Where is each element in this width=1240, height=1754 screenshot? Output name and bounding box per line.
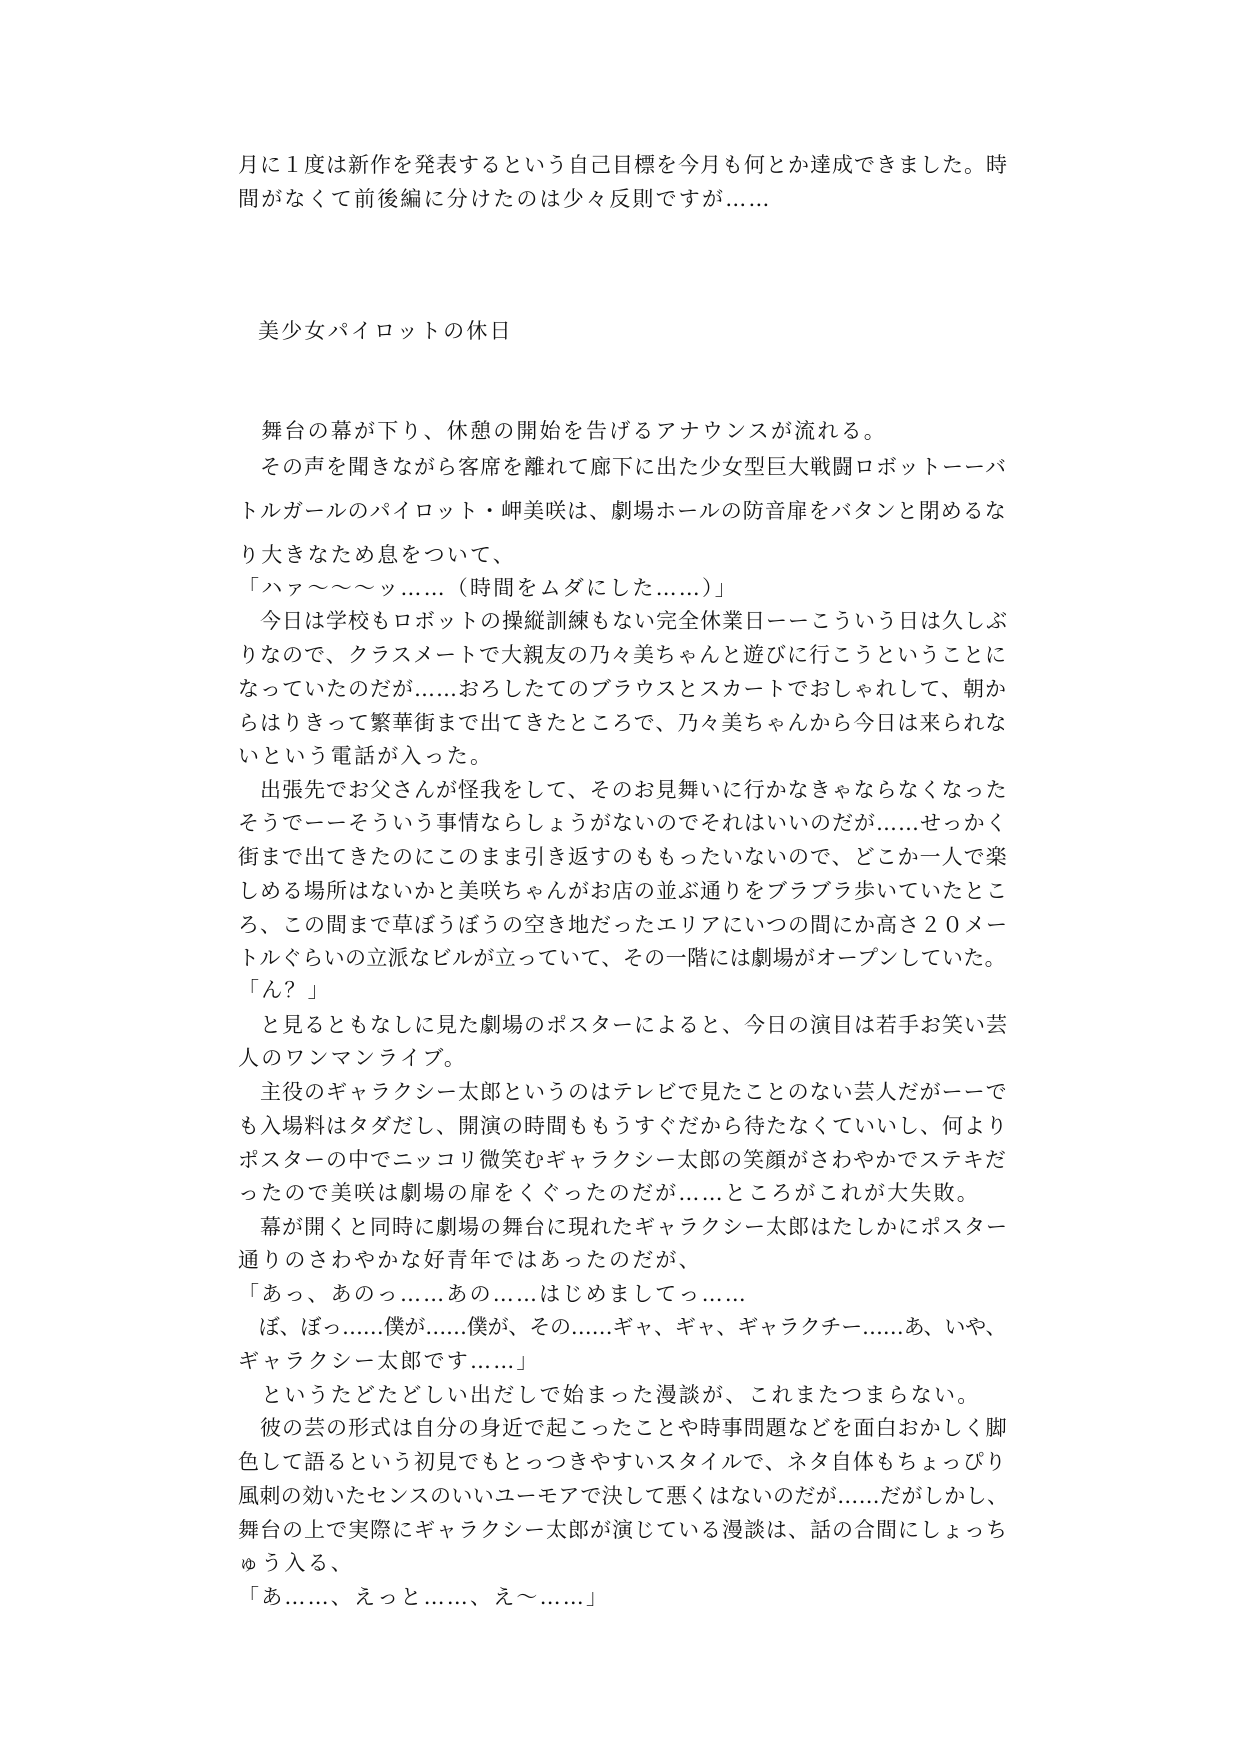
body-line: しめる場所はないかと美咲ちゃんがお店の並ぶ通りをブラブラ歩いていたとこ	[238, 879, 1008, 903]
body-line: も入場料はタダだし、開演の時間ももうすぐだから待たなくていいし、何より	[238, 1114, 1008, 1138]
body-line: 今日は学校もロボットの操縦訓練もない完全休業日ーーこういう日は久しぶ	[238, 609, 1008, 633]
body-line: トルガールのパイロット・岬美咲は、劇場ホールの防音扉をバタンと閉めるな	[238, 499, 1007, 523]
intro-line-1: 月に１度は新作を発表するという自己目標を今月も何とか達成できました。時	[238, 153, 1008, 177]
body-line: 「ん？」	[238, 978, 331, 1002]
body-line: トルぐらいの立派なビルが立っていて、その一階には劇場がオープンしていた。	[238, 946, 1007, 970]
body-line: ったので美咲は劇場の扉をくぐったのだが……ところがこれが大失敗。	[238, 1181, 980, 1205]
body-line: なっていたのだが……おろしたてのブラウスとスカートでおしゃれして、朝か	[238, 677, 1007, 701]
body-line: 色して語るという初見でもとっつきやすいスタイルで、ネタ自体もちょっぴり	[238, 1450, 1007, 1474]
body-line: というたどたどしい出だしで始まった漫談が、これまたつまらない。	[238, 1383, 981, 1407]
body-line: 出張先でお父さんが怪我をして、そのお見舞いに行かなきゃならなくなった	[238, 778, 1008, 802]
body-line: 彼の芸の形式は自分の身近で起こったことや時事問題などを面白おかしく脚	[238, 1416, 1008, 1440]
story-title: 美少女パイロットの休日	[258, 319, 513, 343]
body-line: その声を聞きながら客席を離れて廊下に出た少女型巨大戦闘ロボットーーバ	[238, 455, 1007, 479]
body-line: ポスターの中でニッコリ微笑むギャラクシー太郎の笑顔がさわやかでステキだ	[238, 1148, 1007, 1172]
body-line: と見るともなしに見た劇場のポスターによると、今日の演目は若手お笑い芸	[238, 1013, 1008, 1037]
body-line: いという電話が入った。	[238, 744, 494, 768]
body-line: ギャラクシー太郎です……」	[238, 1349, 540, 1373]
body-line: ゅう入る、	[238, 1551, 354, 1575]
body-line: 「あ……、えっと……、え〜……」	[238, 1585, 610, 1609]
body-line: 主役のギャラクシー太郎というのはテレビで見たことのない芸人だがーーで	[238, 1080, 1008, 1104]
body-line: 通りのさわやかな好青年ではあったのだが、	[238, 1248, 702, 1272]
body-line: 人のワンマンライブ。	[238, 1046, 468, 1070]
body-line: ぼ、ぼっ……僕が……僕が、その……ギャ、ギャ、ギャラクチー……あ、いや、	[238, 1315, 1007, 1339]
body-line: 舞台の幕が下り、休憩の開始を告げるアナウンスが流れる。	[238, 419, 887, 443]
body-line: らはりきって繁華街まで出てきたところで、乃々美ちゃんから今日は来られな	[238, 711, 1008, 735]
body-line: りなので、クラスメートで大親友の乃々美ちゃんと遊びに行こうということに	[238, 643, 1007, 667]
body-line: り大きなため息をついて、	[238, 543, 516, 567]
intro-line-2: 間がなくて前後編に分けたのは少々反則ですが……	[238, 187, 772, 211]
body-line: 街まで出てきたのにこのまま引き返すのももったいないので、どこか一人で楽	[238, 845, 1008, 869]
body-line: そうでーーそういう事情ならしょうがないのでそれはいいのだが……せっかく	[238, 811, 1008, 835]
body-line: ろ、この間まで草ぼうぼうの空き地だったエリアにいつの間にか高さ２０メー	[238, 913, 1008, 937]
body-line: 「あっ、あのっ……あの……はじめましてっ……	[238, 1282, 748, 1306]
body-line: 幕が開くと同時に劇場の舞台に現れたギャラクシー太郎はたしかにポスター	[238, 1215, 1008, 1239]
body-line: 「ハァ〜〜〜ッ……（時間をムダにした……）」	[238, 576, 738, 600]
body-line: 舞台の上で実際にギャラクシー太郎が演じている漫談は、話の合間にしょっち	[238, 1518, 1008, 1542]
body-line: 風刺の効いたセンスのいいユーモアで決して悪くはないのだが……だがしかし、	[238, 1484, 1009, 1508]
